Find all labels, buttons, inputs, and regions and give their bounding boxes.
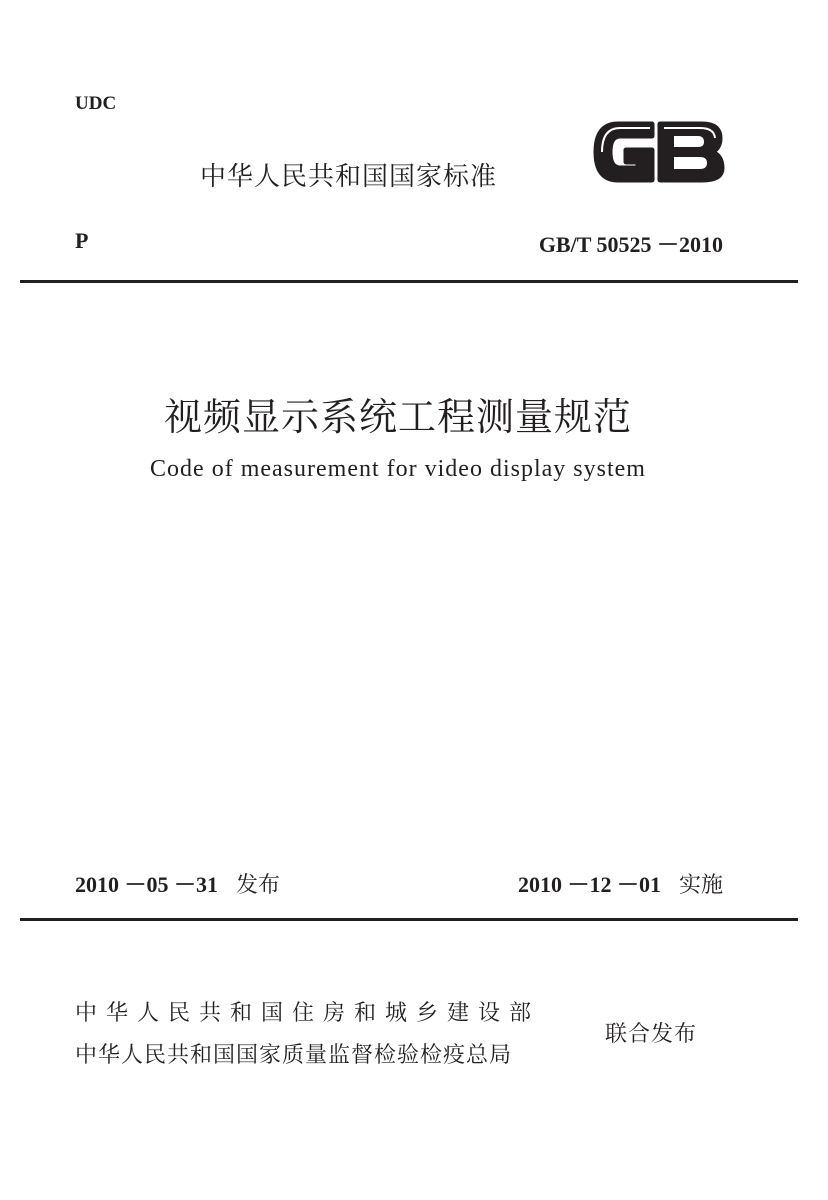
implementation-date: 2010 －12 －01 (517, 872, 661, 897)
standard-type: 中华人民共和国国家标准 (200, 162, 498, 192)
issuer-line-1: 中华人民共和国住房和城乡建设部 (75, 1001, 541, 1026)
top-divider (20, 280, 798, 283)
bottom-divider (20, 918, 798, 921)
issuer-line-2: 中华人民共和国国家质量监督检验检疫总局 (75, 1043, 513, 1068)
title-chinese: 视频显示系统工程测量规范 (163, 397, 632, 439)
category-code: P (75, 228, 89, 253)
udc-label: UDC (75, 93, 117, 114)
gb-logo (590, 116, 726, 188)
implementation-date-row (518, 868, 723, 899)
issue-date-row (75, 868, 280, 899)
issue-date: 2010 －05 －31 (75, 872, 219, 897)
implementation-label: 实施 (678, 873, 723, 898)
joint-release-label: 联合发布 (605, 1022, 698, 1047)
issue-label: 发布 (236, 873, 281, 898)
title-english: Code of measurement for video display system (150, 456, 646, 482)
standard-number: GB/T 50525 －2010 (538, 232, 723, 257)
